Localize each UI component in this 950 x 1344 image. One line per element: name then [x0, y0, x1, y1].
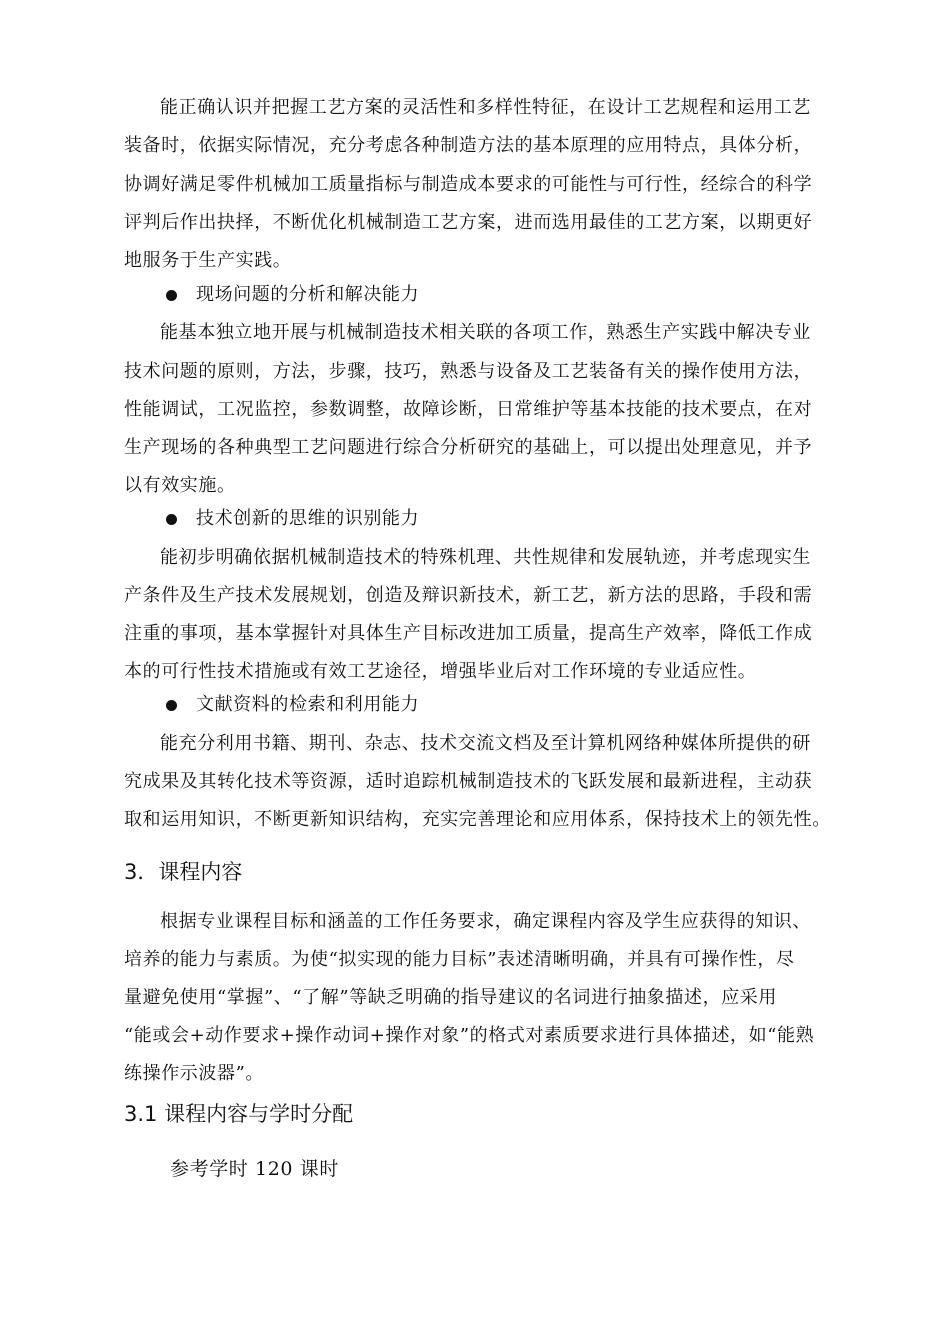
para1-line-2: 装备时，依据实际情况，充分考虑各种制造方法的基本原理的应用特点，具体分析， [124, 135, 813, 156]
bullet-dot-icon [166, 700, 177, 711]
para2-line-2: 技术问题的原则，方法，步骤，技巧，熟悉与设备及工艺装备有关的操作使用方法， [124, 361, 813, 382]
bullet-dot-icon [166, 290, 177, 301]
reference-hours: 参考学时 120 课时 [170, 1158, 339, 1180]
para5-line-2: 培养的能力与素质。为使“拟实现的能力目标”表述清晰明确，并具有可操作性，尽 [124, 949, 795, 970]
para5-line-4: “能或会+动作要求+操作动词+操作对象”的格式对素质要求进行具体描述，如“能熟 [124, 1025, 815, 1046]
section-heading-course-content: 3．课程内容 [124, 860, 243, 884]
para5-line-5: 练操作示波器”。 [124, 1063, 265, 1084]
bullet-literature-title: 文献资料的检索和利用能力 [196, 694, 420, 715]
para1-line-3: 协调好满足零件机械加工质量指标与制造成本要求的可能性与可行性，经综合的科学 [124, 174, 813, 195]
para2-line-4: 生产现场的各种典型工艺问题进行综合分析研究的基础上，可以提出处理意见，并予 [124, 437, 813, 458]
bullet-innovation-title: 技术创新的思维的识别能力 [196, 508, 420, 529]
bullet-dot-icon [166, 514, 177, 525]
para3-line-2: 产条件及生产技术发展规划，创造及辩识新技术，新工艺，新方法的思路，手段和需 [124, 585, 813, 606]
section-heading-hours-allocation: 3.1 课程内容与学时分配 [124, 1102, 354, 1126]
para4-line-1: 能充分利用书籍、期刊、杂志、技术交流文档及至计算机网络种媒体所提供的研 [160, 733, 811, 754]
bullet-analysis-title: 现场问题的分析和解决能力 [196, 284, 420, 305]
para4-line-2: 究成果及其转化技术等资源，适时追踪机械制造技术的飞跃发展和最新进程，主动获 [124, 771, 813, 792]
para2-line-5: 以有效实施。 [124, 475, 236, 496]
para1-line-4: 评判后作出抉择，不断优化机械制造工艺方案，进而选用最佳的工艺方案，以期更好 [124, 212, 813, 233]
para1-line-5: 地服务于生产实践。 [124, 250, 292, 271]
para2-line-1: 能基本独立地开展与机械制造技术相关联的各项工作，熟悉生产实践中解决专业 [160, 322, 811, 343]
para5-line-3: 量避免使用“掌握”、“了解”等缺乏明确的指导建议的名词进行抽象描述，应采用 [124, 987, 778, 1008]
para5-line-1: 根据专业课程目标和涵盖的工作任务要求，确定课程内容及学生应获得的知识、 [160, 911, 811, 932]
para2-line-3: 性能调试，工况监控，参数调整，故障诊断，日常维护等基本技能的技术要点，在对 [124, 399, 813, 420]
para3-line-3: 注重的事项，基本掌握针对具体生产目标改进加工质量，提高生产效率，降低工作成 [124, 623, 813, 644]
para1-line-1: 能正确认识并把握工艺方案的灵活性和多样性特征，在设计工艺规程和运用工艺 [160, 97, 811, 118]
para4-line-3: 取和运用知识，不断更新知识结构，充实完善理论和应用体系，保持技术上的领先性。 [124, 809, 831, 830]
para3-line-1: 能初步明确依据机械制造技术的特殊机理、共性规律和发展轨迹，并考虑现实生 [160, 547, 811, 568]
para3-line-4: 本的可行性技术措施或有效工艺途径，增强毕业后对工作环境的专业适应性。 [124, 661, 757, 682]
